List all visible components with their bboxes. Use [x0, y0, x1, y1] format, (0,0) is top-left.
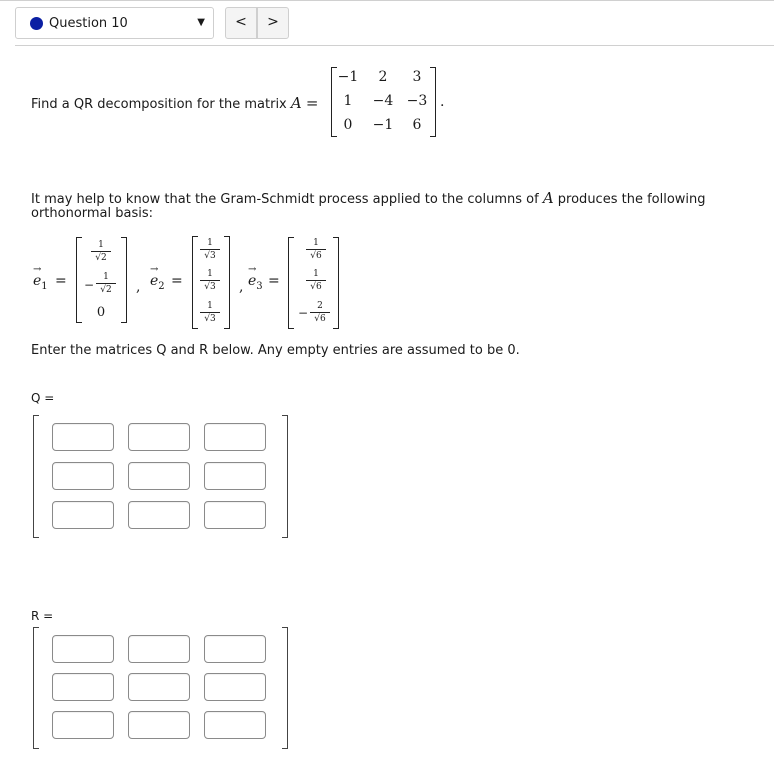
matrix-a-cell: 0: [343, 117, 353, 133]
matrix-var-a: A: [290, 94, 302, 112]
r-label: R =: [31, 609, 54, 623]
hint-var-a: A: [542, 189, 554, 207]
q-input-r3c3[interactable]: [204, 501, 266, 529]
matrix-a-cell: −3: [406, 93, 428, 109]
r-input-r1c2[interactable]: [128, 635, 190, 663]
comma: ,: [136, 279, 141, 295]
vector-e3-symbol: → $e_3$: [248, 264, 263, 292]
comma: ,: [239, 279, 244, 295]
q-input-r1c3[interactable]: [204, 423, 266, 451]
fraction: 1 √6: [306, 238, 326, 261]
q-right-bracket: [282, 415, 288, 538]
vector-e2-right-bracket: [224, 236, 230, 329]
q-left-bracket: [33, 415, 39, 538]
r-input-r3c2[interactable]: [128, 711, 190, 739]
header-divider: [15, 45, 774, 46]
equals-sign: =: [305, 94, 319, 112]
hint-line-1: It may help to know that the Gram-Schmidt process applied to the columns of A produces the following: [31, 189, 706, 207]
q-label: Q =: [31, 391, 55, 405]
minus-sign: −: [298, 306, 309, 320]
vector-e1-right-bracket: [121, 237, 127, 323]
r-input-r2c2[interactable]: [128, 673, 190, 701]
r-input-r3c3[interactable]: [204, 711, 266, 739]
vector-e1-symbol: → $e_1$: [33, 264, 48, 292]
q-input-r2c2[interactable]: [128, 462, 190, 490]
matrix-a-right-bracket: [430, 67, 436, 137]
r-right-bracket: [282, 627, 288, 749]
question-label: Question 10: [49, 16, 128, 31]
fraction: 1 √3: [200, 238, 220, 261]
q-input-r1c2[interactable]: [128, 423, 190, 451]
period: .: [440, 94, 445, 110]
matrix-a-cell: 2: [378, 69, 388, 85]
question-selector[interactable]: [15, 7, 214, 39]
fraction: 1 √6: [306, 269, 326, 292]
matrix-a-cell: −1: [372, 117, 394, 133]
previous-question-button[interactable]: <: [225, 7, 257, 39]
matrix-a-cell: −4: [372, 93, 394, 109]
equals-sign: =: [268, 273, 280, 289]
vector-e3-left-bracket: [288, 237, 294, 329]
equals-sign: =: [171, 273, 183, 289]
r-input-r3c1[interactable]: [52, 711, 114, 739]
q-input-r2c1[interactable]: [52, 462, 114, 490]
minus-sign: −: [84, 278, 95, 292]
status-dot-icon: [30, 17, 43, 30]
matrix-a-cell: 6: [412, 117, 422, 133]
r-input-r1c3[interactable]: [204, 635, 266, 663]
q-input-r3c2[interactable]: [128, 501, 190, 529]
q-input-r1c1[interactable]: [52, 423, 114, 451]
matrix-a-cell: −1: [337, 69, 359, 85]
q-input-r2c3[interactable]: [204, 462, 266, 490]
fraction: 1 √3: [200, 301, 220, 324]
caret-down-icon: ▼: [197, 17, 205, 28]
q-input-r3c1[interactable]: [52, 501, 114, 529]
r-input-r1c1[interactable]: [52, 635, 114, 663]
matrix-a-cell: 3: [412, 69, 422, 85]
problem-prompt: Find a QR decomposition for the matrix A =: [31, 94, 319, 112]
matrix-a-cell: 1: [343, 93, 353, 109]
r-input-r2c1[interactable]: [52, 673, 114, 701]
vector-e1-left-bracket: [76, 237, 82, 323]
fraction: 2 √6: [310, 301, 330, 324]
top-border: [0, 0, 774, 1]
instructions: Enter the matrices Q and R below. Any empty entries are assumed to be 0.: [31, 343, 520, 358]
vector-e2-symbol: → $e_2$: [150, 264, 165, 292]
equals-sign: =: [55, 273, 67, 289]
fraction: 1 √3: [200, 269, 220, 292]
hint-line-2: orthonormal basis:: [31, 206, 154, 221]
fraction: 1 √2: [96, 272, 116, 295]
r-left-bracket: [33, 627, 39, 749]
r-input-r2c3[interactable]: [204, 673, 266, 701]
next-question-button[interactable]: >: [257, 7, 289, 39]
vector-entry: 0: [96, 305, 106, 320]
fraction: 1 √2: [91, 240, 111, 263]
vector-e3-right-bracket: [333, 237, 339, 329]
vector-e2-left-bracket: [192, 236, 198, 329]
